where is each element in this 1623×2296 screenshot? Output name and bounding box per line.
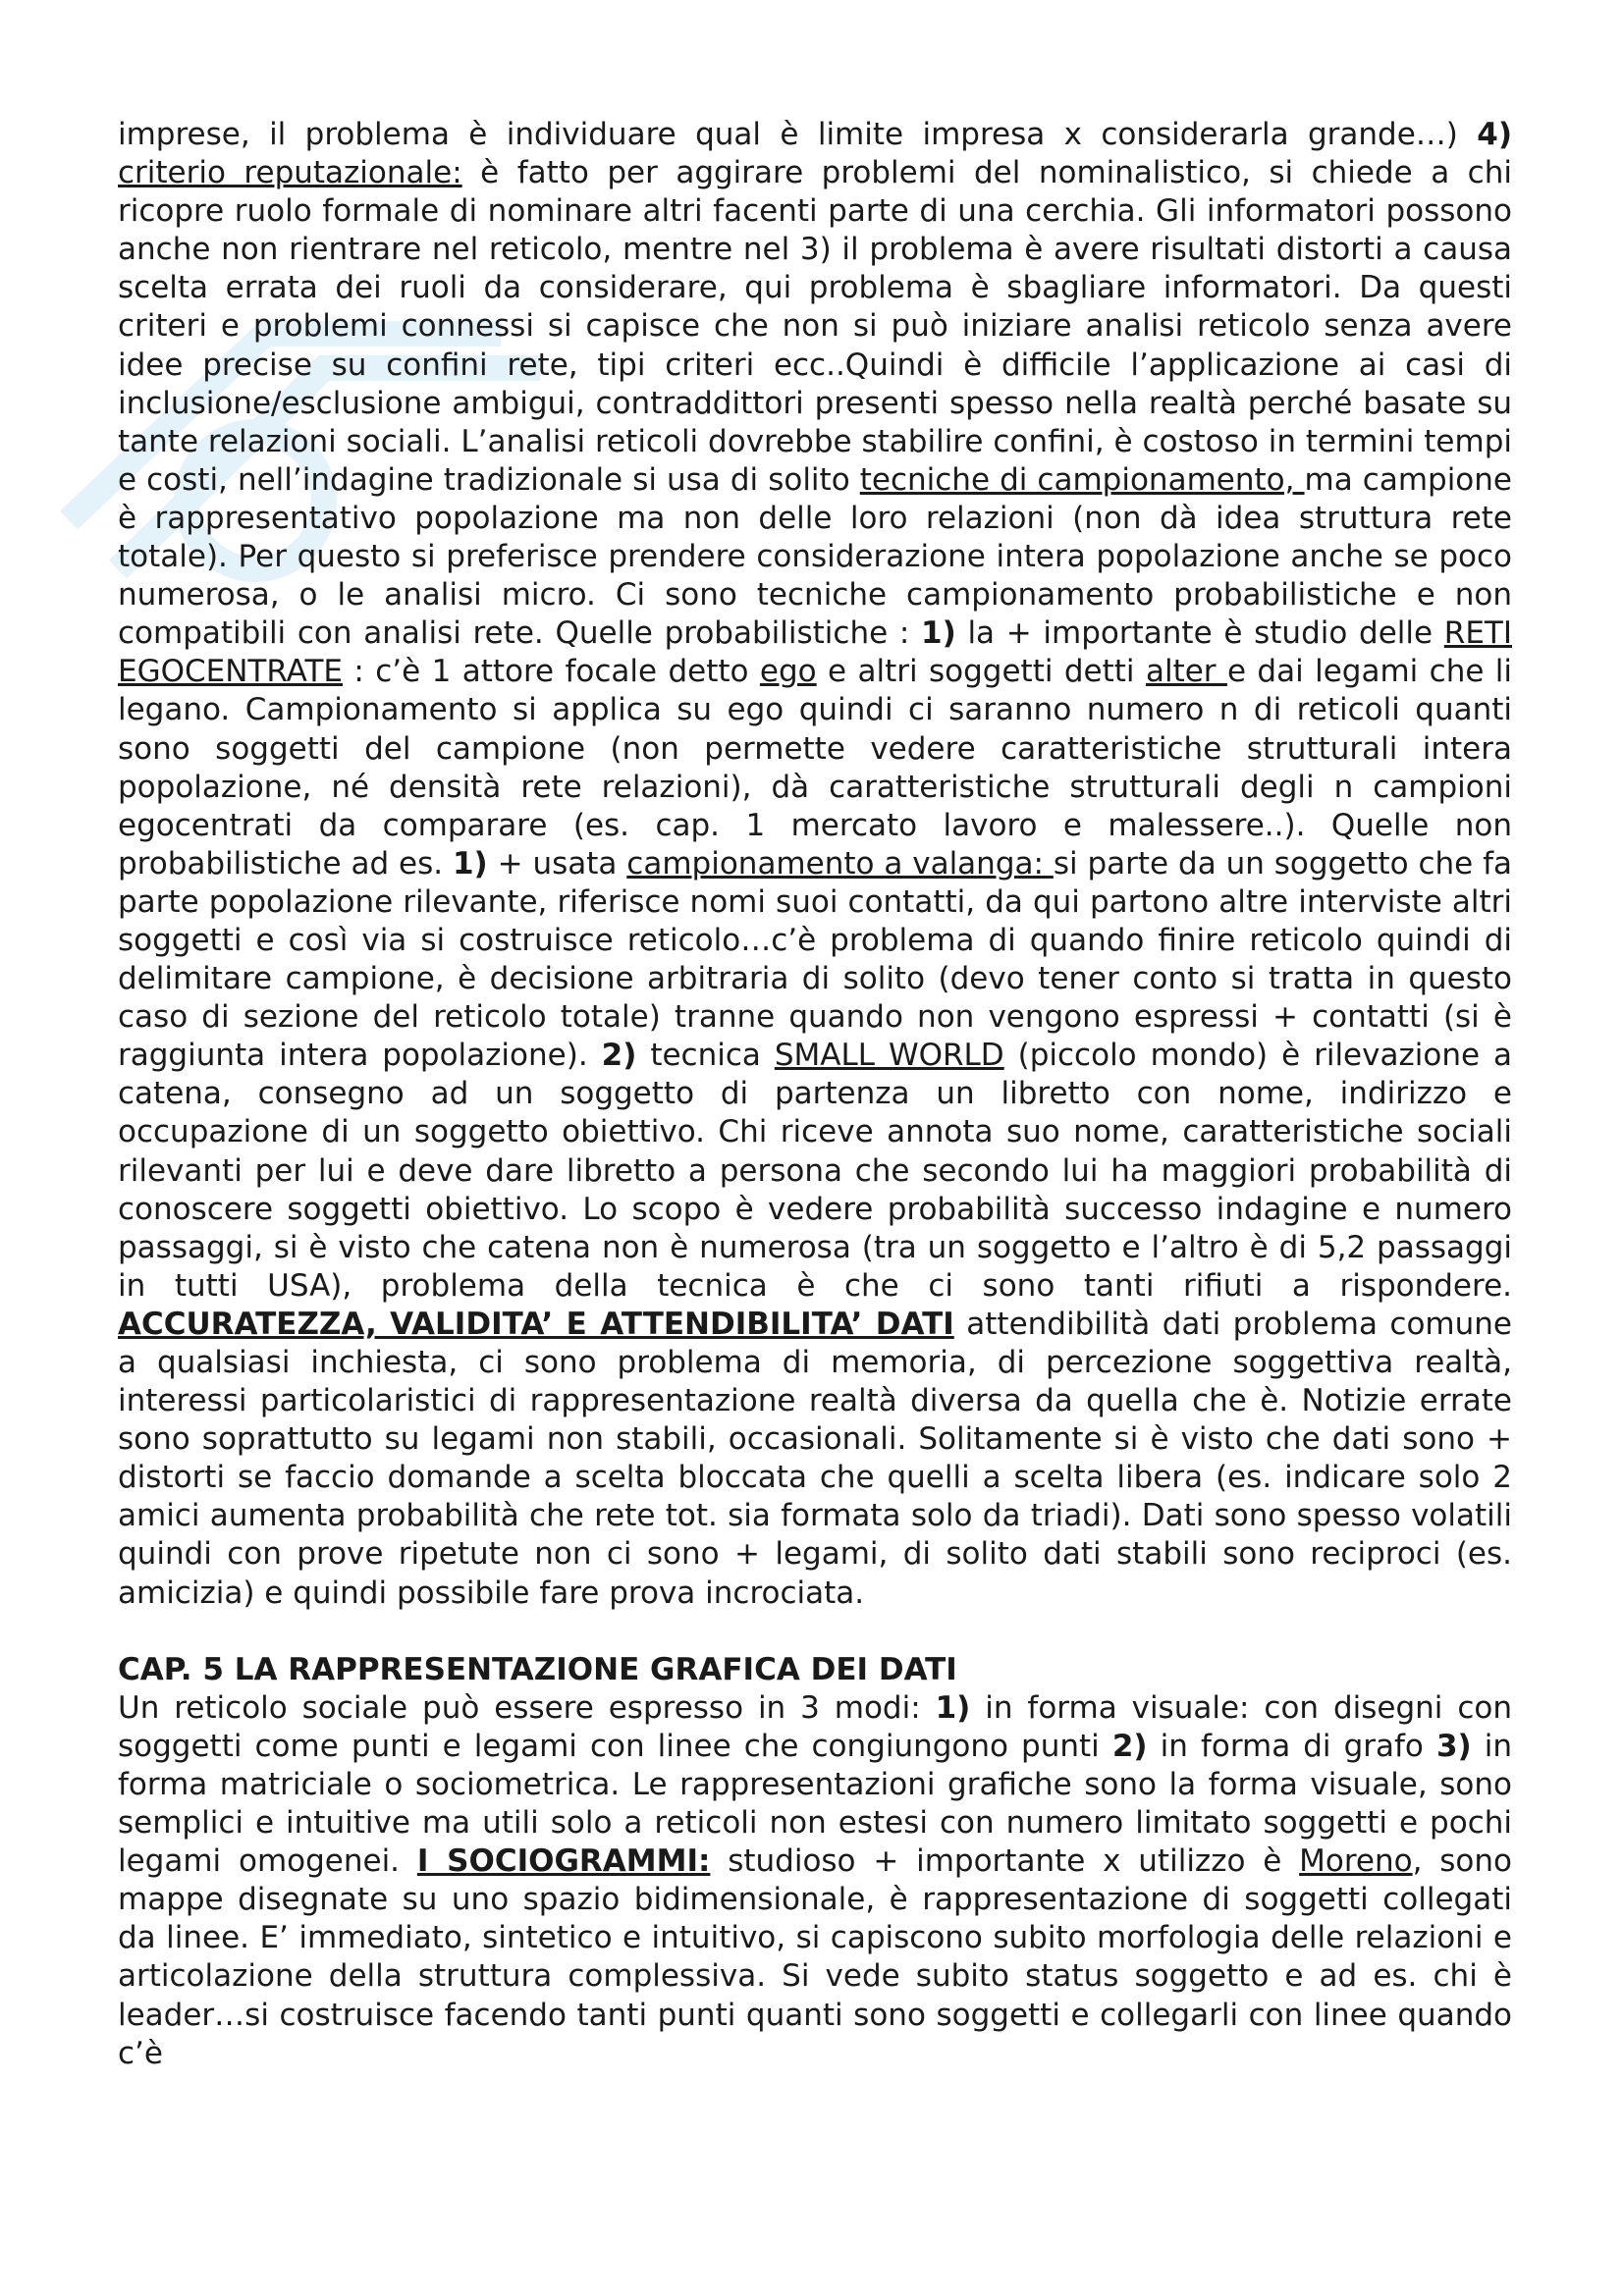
text-run: tecnica <box>636 1038 775 1074</box>
text-run: studioso + importante x utilizzo è <box>710 1843 1300 1880</box>
text-run: alter <box>1145 654 1227 690</box>
text-run: Un reticolo sociale può essere espresso in 3 modi: <box>118 1689 936 1726</box>
document-body <box>118 116 1512 2073</box>
text-run: 4) <box>1477 117 1512 152</box>
text-run: tecniche di campionamento, <box>859 461 1305 498</box>
text-run: 2) <box>1111 1728 1148 1764</box>
paragraph-gap <box>118 1613 1512 1651</box>
text-run: ma campione è rappresentativo popolazione ma non delle loro relazioni (non dà idea struttura rete totale). Per questo si preferisce prendere considerazione intera popolazione anche se poco numerosa, o le analisi micro. Ci sono tecniche campionamento probabilistiche e non compatibili con analisi rete. Quelle probabilistiche : <box>118 461 1512 652</box>
text-run: è fatto per aggirare problemi del nominalistico, si chiede a chi ricopre ruolo formale di nominare altri facenti parte di una cerchia. Gli informatori possono anche non rientrare nel reticolo, mentre nel 3) il problema è avere risultati distorti a causa scelta errata dei ruoli da considerare, qui problema è sbagliare informatori. Da questi criteri e problemi connessi si capisce che non si può iniziare analisi reticolo senza avere idee precise su confini rete, tipi criteri ecc..Quindi è difficile l’applicazione ai casi di inclusione/esclusione ambigui, contraddittori presenti spesso nella realtà perché basate su tante relazioni sociali. L’analisi reticoli dovrebbe stabilire confini, è costoso in termini tempi e costi, nell’indagine tradizionale si usa di solito <box>118 155 1512 498</box>
text-run: attendibilità dati problema comune a qualsiasi inchiesta, ci sono problema di memoria, di percezione soggettiva realtà, interessi particolaristici di rappresentazione realtà diversa da quella che è. Notizie errate sono soprattutto su legami non stabili, occasionali. Solitamente si è visto che dati sono + distorti se faccio domande a scelta bloccata che quelli a scelta libera (es. indicare solo 2 amici aumenta probabilità che rete tot. sia formata solo da triadi). Dati sono spesso volatili quindi con prove ripetute non ci sono + legami, di solito dati stabili sono reciproci (es. amicizia) e quindi possibile fare prova incrociata. <box>118 1306 1512 1611</box>
text-run: campionamento a valanga: <box>626 845 1054 881</box>
text-run: + usata <box>487 845 627 881</box>
text-run: 1) <box>452 845 488 881</box>
text-run: 3) <box>1435 1728 1472 1764</box>
text-run: imprese, il problema è individuare qual è limite impresa x considerarla grande…) <box>118 117 1478 152</box>
text-run: RETI EGOCENTRATE <box>118 615 1512 690</box>
text-run: : c’è 1 attore focale detto <box>342 654 760 690</box>
text-run: , sono mappe disegnate su uno spazio bidimensionale, è rappresentazione di soggetti collegati da linee. E’ immediato, sintetico e intuitivo, si capiscono subito morfologia delle relazioni e articolazione della struttura complessiva. Si vede subito status soggetto e ad es. chi è leader…si costruisce facendo tanti punti quanti sono soggetti e collegarli con linee quando c’è <box>118 1843 1512 2071</box>
text-run: 2) <box>601 1038 637 1074</box>
text-run: la + importante è studio delle <box>955 615 1444 652</box>
chapter-heading: CAP. 5 LA RAPPRESENTAZIONE GRAFICA DEI DATI <box>118 1651 957 1687</box>
text-run: (piccolo mondo) è rilevazione a catena, consegno ad un soggetto di partenza un libretto con nome, indirizzo e occupazione di un soggetto obiettivo. Chi riceve annota suo nome, caratteristiche sociali rilevanti per lui e deve dare libretto a persona che secondo lui ha maggiori probabilità di conoscere soggetti obiettivo. Lo scopo è vedere probabilità successo indagine e numero passaggi, si è visto che catena non è numerosa (tra un soggetto e l’altro è di 5,2 passaggi in tutti USA), problema della tecnica è che ci sono tanti rifiuti a rispondere. <box>118 1038 1512 1304</box>
text-run: Moreno <box>1299 1843 1413 1880</box>
paragraph-sampling-accuracy <box>118 116 1512 1613</box>
text-run: SMALL WORLD <box>774 1038 1004 1074</box>
text-run: I SOCIOGRAMMI: <box>416 1843 711 1880</box>
text-run: criterio reputazionale: <box>118 155 462 191</box>
text-run: ACCURATEZZA, VALIDITA’ E ATTENDIBILITA’ DATI <box>118 1306 954 1342</box>
text-run: e dai legami che li legano. Campionamento si applica su ego quindi ci saranno numero n di reticoli quanti sono soggetti del campione (non permette vedere caratteristiche strutturali intera popolazione, né densità rete relazioni), dà caratteristiche strutturali degli n campioni egocentrati da comparare (es. cap. 1 mercato lavoro e malessere..). Quelle non probabilistiche ad es. <box>118 654 1513 881</box>
text-run: ego <box>759 654 817 690</box>
text-run: in forma matriciale o sociometrica. Le rappresentazioni grafiche sono la forma visuale, sono semplici e intuitive ma utili solo a reticoli non estesi con numero limitato soggetti e pochi legami omogenei. <box>118 1728 1512 1880</box>
text-run: 1) <box>935 1689 971 1726</box>
text-run: 1) <box>921 615 956 652</box>
paragraph-graphic-representation <box>118 1689 1512 2073</box>
text-run: in forma visuale: con disegni con soggetti come punti e legami con linee che congiungono punti <box>118 1689 1512 1764</box>
text-run: si parte da un soggetto che fa parte popolazione rilevante, riferisce nomi suoi contatti, da qui partono altre interviste altri soggetti e così via si costruisce reticolo…c’è problema di quando finire reticolo quindi di delimitare campione, è decisione arbitraria di solito (devo tener conto si tratta in questo caso di sezione del reticolo totale) tranne quando non vengono espressi + contatti (si è raggiunta intera popolazione). <box>118 845 1512 1074</box>
text-run: e altri soggetti detti <box>816 654 1146 690</box>
text-run: in forma di grafo <box>1147 1728 1436 1764</box>
